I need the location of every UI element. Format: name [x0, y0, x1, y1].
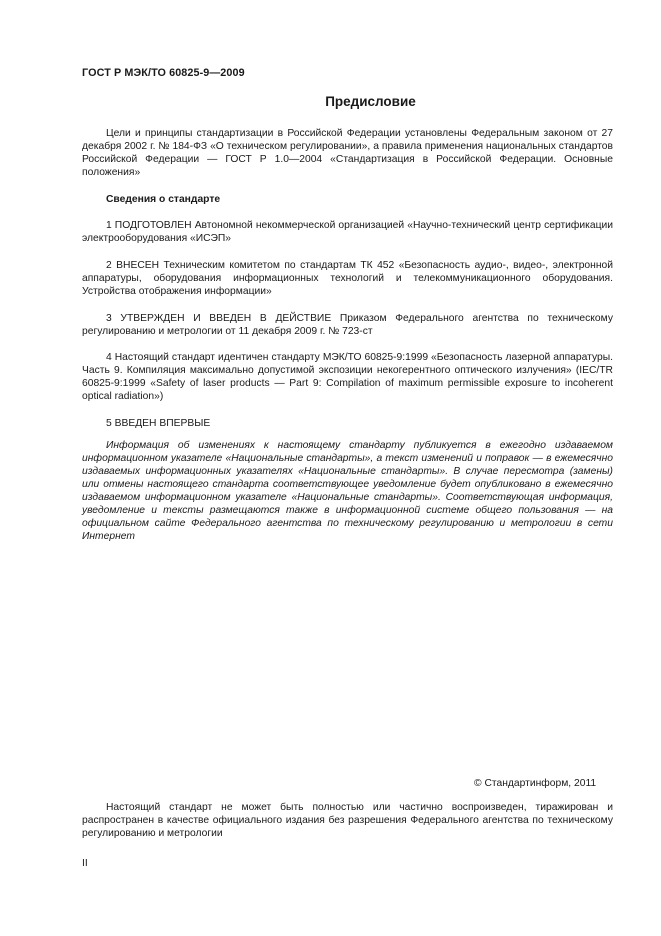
item-first-introduced: 5 ВВЕДЕН ВПЕРВЫЕ	[106, 418, 211, 429]
document-code: ГОСТ Р МЭК/ТО 60825-9—2009	[82, 67, 245, 79]
page-number: II	[82, 858, 88, 869]
item-identical: 4 Настоящий стандарт идентичен стандарту МЭК/ТО 60825-9:1999 «Безопасность лазерной аппаратуры. Часть 9. Компиляция максимально допустимой экспозиции некогерентного оптического излучения» (IEC/TR 60825-9:1999 «Safety of laser products — Part 9: Compilation of maximum permissible exposure to incoherent optical radiation»)	[82, 352, 613, 402]
intro-paragraph: Цели и принципы стандартизации в Российской Федерации установлены Федеральным законом от 27 декабря 2002 г. № 184-ФЗ «О техническом регулировании», а правила применения национальных стандартов Российской Федерации — ГОСТ Р 1.0—2004 «Стандартизация в Российской Федерации. Основные положения»	[82, 128, 613, 178]
item-prepared: 1 ПОДГОТОВЛЕН Автономной некоммерческой организацией «Научно-технический центр сертификации электрооборудования «ИСЭП»	[82, 220, 613, 244]
section-heading: Сведения о стандарте	[106, 194, 221, 205]
changes-notice: Информация об изменениях к настоящему стандарту публикуется в ежегодно издаваемом информационном указателе «Национальные стандарты», а текст изменений и поправок — в ежемесячно издаваемых информационных указателях «Национальные стандарты». В случае пересмотра (замены) или отмены настоящего стандарта соответствующее уведомление будет опубликовано в ежемесячно издаваемом информационном указателе «Национальные стандарты». Соответствующая информация, уведомление и тексты размещаются также в информационной системе общего пользования — на официальном сайте Федерального агентства по техническому регулированию и метрологии в сети Интернет	[82, 440, 613, 542]
rights-notice: Настоящий стандарт не может быть полностью или частично воспроизведен, тиражирован и распространен в качестве официального издания без разрешения Федерального агентства по техническому регулированию и метрологии	[82, 802, 613, 839]
item-approved: 3 УТВЕРЖДЕН И ВВЕДЕН В ДЕЙСТВИЕ Приказом Федерального агентства по техническому регулированию и метрологии от 11 декабря 2009 г. № 723-ст	[82, 313, 613, 337]
copyright: © Стандартинформ, 2011	[474, 778, 597, 789]
page-title: Предисловие	[325, 94, 416, 109]
item-submitted: 2 ВНЕСЕН Техническим комитетом по стандартам ТК 452 «Безопасность аудио-, видео-, электронной аппаратуры, оборудования информационных технологий и телекоммуникационного оборудования. Устройства отображения информации»	[82, 260, 613, 297]
